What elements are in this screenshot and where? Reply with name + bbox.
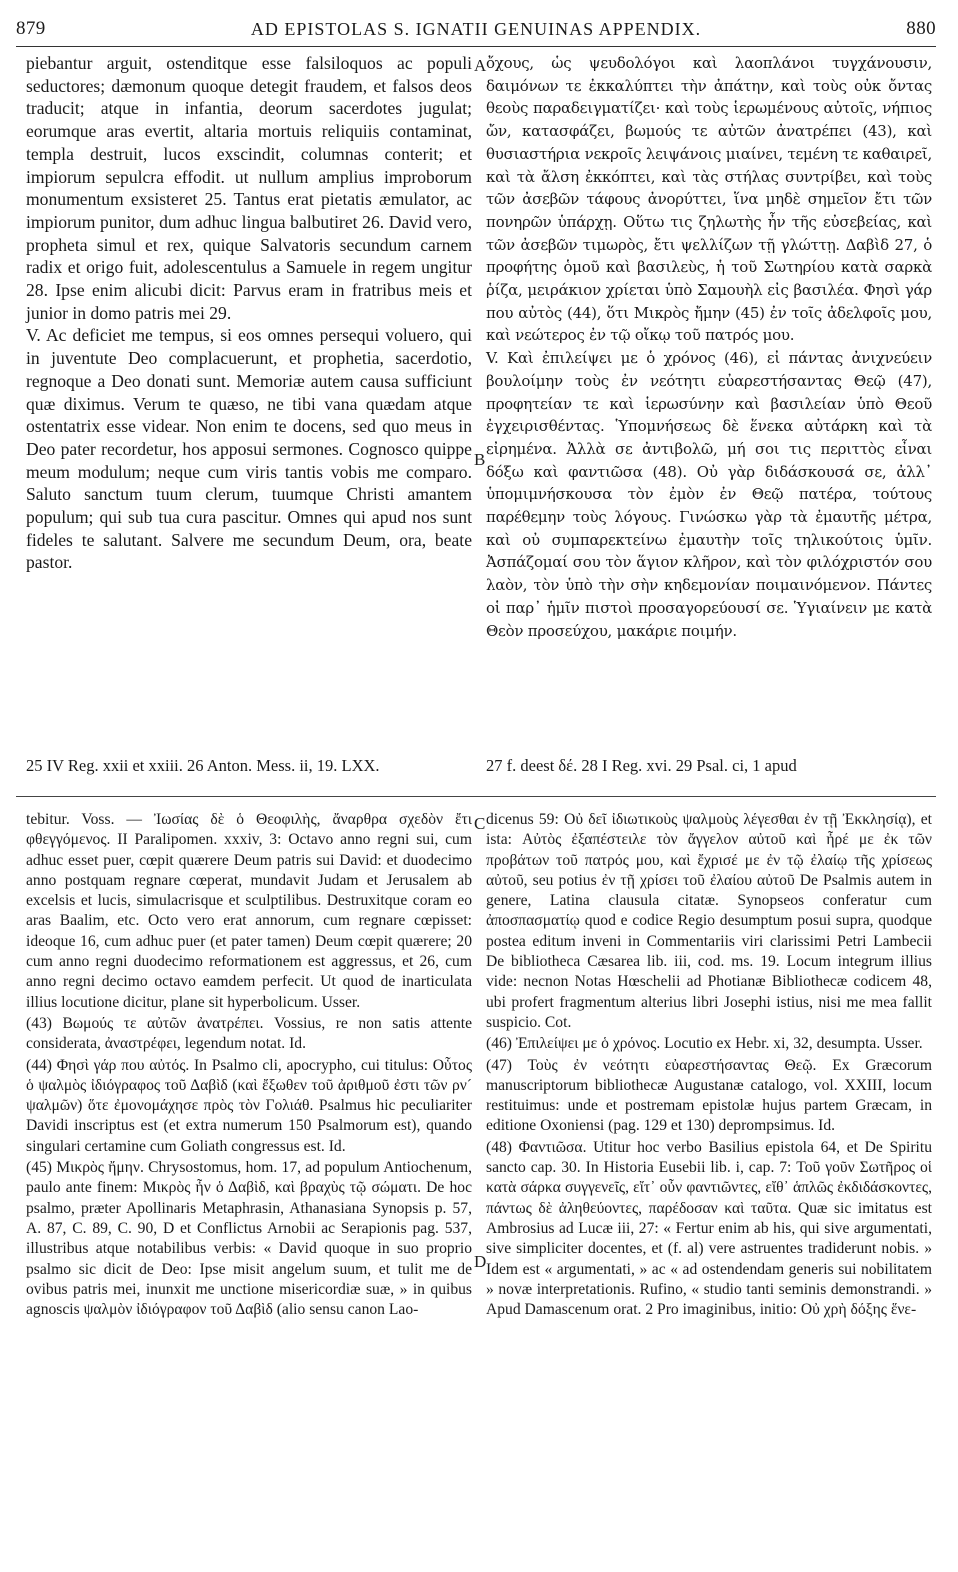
note-paragraph: dicenus 59: Οὐ δεῖ ἰδιωτικοὺς ψαλμοὺς λέγεσθαι ἐν τῇ Ἐκκλησίᾳ), et ista: Αὐτὸς ἐξαπέστειλε τὸν ἄγγελον αὐτοῦ καὶ ἦρέ με ἐκ τῶν προβάτων τοῦ πατρός μου, καὶ ἔχρισέ με ἐν τῷ ἐλαίῳ τῆς χρίσεως αὐτοῦ, seu potius ἐν τῇ χρίσει τοῦ ἐλαίου αὐτοῦ De Psalmis autem in genere, Latina clausula citatæ. Synopseos conferatur cum ἀποσπασματίῳ quod e codice Regio desumptum posui supra, quodque postea editum inveni in Commentariis viri clarissimi Petri Lambecii De bibliotheca Cæsarea lib. iii, cod. ms. 19. Locum integrum illius vide: necnon Notas Hœschelii ad Photianæ Bibliothecæ codicem 48, ubi profert fragmentum alterius libri Josephi istius, nisi me mea fallit suspicio. Cot. (486, 811, 932, 1031)
section-marker-b: B (474, 450, 486, 469)
notes-left-column (26, 810, 472, 1320)
notes-separator (16, 796, 936, 797)
running-title: AD EPISTOLAS S. IGNATII GENUINAS APPENDIX. (250, 18, 702, 39)
header-rule (16, 46, 936, 47)
page-number-left: 879 (16, 18, 46, 39)
section-marker-c: C (474, 814, 486, 833)
running-header (16, 14, 936, 44)
page-number-right: 880 (906, 18, 936, 39)
note-paragraph: (44) Φησὶ γάρ που αὐτός. In Psalmo cli, apocrypho, cui titulus: Οὗτος ὁ ψαλμὸς ἰδιόγραφος τοῦ Δαβὶδ (καὶ ἔξωθεν τοῦ ἀριθμοῦ ἐστι τῶν ρν´ ψαλμῶν) ὅτε ἐμονομάχησε πρὸς τὸν Γολιάθ. Psalmus hic peculiariter Davidi inscriptus est (et extra numerum 150 Psalmorum est), quando singulari certamine cum Goliath congressus est. Id. (26, 1056, 472, 1155)
latin-paragraph-1: piebantur arguit, ostenditque esse falsiloquos ac populi seductores; dæmonum quoque detegit fraudem, et falsos deos traducit; atque in infantia, deorum sacerdotes jugulat; eorumque aras evertit, altaria mortuis reliquiis contaminat, templa destruit, lucos exscindit, columnas conterit; et impiorum sepulcra effodit. ut nullum amplius improborum monumentum exsisteret 25. Tantus erat pietatis æmulator, ac impiorum punitor, dum adhuc lingua balbutiret 26. David vero, propheta simul et rex, quique Salvatoris secundum carnem radix et origo fuit, adolescentulus a Samuele in regem ungitur 28. Ipse enim alicubi dicit: Parvus eram in fratribus meis et junior in domo patris mei 29. (26, 53, 472, 323)
note-paragraph: tebitur. Voss. — Ἰωσίας δὲ ὁ Θεοφιλὴς, ἄναρθρα σχεδὸν ἔτι φθεγγόμενος. II Paralipomen. xxxiv, 3: Octavo anno regni sui, cum adhuc esset puer, cœpit quærere Deum patris sui David: et duodecimo anno postquam regnare cœperat, mundavit Judam et Jerusalem ab excelsis et lucis, simulacrisque et sculptilibus. Destruxitque coram eo aras Baalim, etc. Octo vero erat annorum, cum regnare cœpisset: ideoque 16, cum adhuc puer (et pater tamen) Deum cœpit quærere; 20 cum anno regni duodecimo reformationem est aggressus, et 26, cum anno regni decimo octavo eamdem perfecit. Ut quod de inarticulata illius locutione dicitur, plane sit hyperbolicum. Usser. (26, 811, 472, 1011)
greek-paragraph-2: V. Καὶ ἐπιλείψει με ὁ χρόνος (46), εἰ πάντας ἀνιχνεύειν βουλοίμην τοὺς ἐν νεότητι εὐαρεστήσαντας Θεῷ (47), προφητείαν τε καὶ ἱερωσύνην καὶ βασιλείαν ὑπὸ Θεοῦ ἐγχειρισθέντας. Ὑπομνήσεως δὲ ἕνεκα αὐτάρκη καὶ τὰ εἰρημένα. Ἀλλὰ σε ἀντιβολῶ, μή σοι τις περιττὸς εἶναι δόξω καὶ φαντιῶσα (48). Οὐ γὰρ διδάσκουσά σε, ἀλλ᾽ ὑπομιμνήσκουσα τὸν ἐμὸν ἐν Θεῷ πατέρα, τούτους παρέθεμην τοὺς λόγους. Γινώσκω γὰρ τὰ ἐμαυτῆς μέτρα, καὶ οὐ συμπαρεκτείνω ἐμαυτὴν τοῖς τηλικούτοις ὑμῖν. Ἀσπάζομαί σου τὸν ἅγιον κλῆρον, καὶ τὸν φιλόχριστόν σου λαὸν, τὸν ὑπὸ τὴν σὴν κηδεμονίαν ποιμαινόμενον. Πάντες οἱ παρ᾽ ἡμῖν πιστοὶ προσαγορεύουσί σε. Ὑγιαίνειν με κατὰ Θεὸν προσεύχου, μακάριε ποιμήν. (486, 349, 932, 640)
greek-paragraph-1: ὄχους, ὡς ψευδολόγοι καὶ λαοπλάνοι τυγχάνουσιν, δαιμόνων τε ἐκκαλύπτει τὴν ἀπάτην, καὶ τοὺς οὐκ ὄντας θεοὺς παραδειγματίζει· καὶ τοὺς ἱερωμένους αὐτοῖς, νήπιος ὤν, κατασφάζει, βωμούς τε αὐτῶν ἀνατρέπει (43), καὶ θυσιαστήρια νεκροῖς λειψάνοις μιαίνει, τεμένη τε καθαιρεῖ, καὶ τὰ ἄλση ἐκκόπτει, καὶ τὰς στήλας συντρίβει, καὶ τοὺς τῶν ἀσεβῶν τάφους ἀνορύττει, ἵνα μηδὲ σημεῖον ἔτι τῶν πονηρῶν ὑπάρχῃ. Οὕτω τις ζηλωτὴς ἦν τῆς εὐσεβείας, καὶ τῶν ἀσεβῶν τιμωρὸς, ἔτι ψελλίζων τῇ γλώττῃ. Δαβὶδ 27, ὁ προφήτης ὁμοῦ καὶ βασιλεὺς, ἡ τοῦ Σωτηρίου κατὰ σαρκὰ ῥίζα, μειράκιον χρίεται ὑπὸ Σαμουὴλ εἰς βασιλέα. Φησὶ γάρ που αὐτὸς (44), ὅτι Μικρὸς ἤμην (45) ἐν τοῖς ἀδελφοῖς μου, καὶ νεώτερος ἐν τῷ οἴκῳ τοῦ πατρός μου. (486, 54, 932, 345)
note-paragraph: (46) Ἐπιλείψει με ὁ χρόνος. Locutio ex Hebr. xi, 32, desumpta. Usser. (486, 1035, 923, 1053)
note-paragraph: (43) Βωμούς τε αὐτῶν ἀνατρέπει. Vossius, re non satis attente considerata, ἀναστρέφει, legendum notat. Id. (26, 1014, 472, 1053)
footnotes-right: 27 f. deest δέ. 28 I Reg. xvi. 29 Psal. ci, 1 apud (486, 756, 797, 775)
note-paragraph: (48) Φαντιῶσα. Utitur hoc verbo Basilius epistola 64, et De Spiritu sancto cap. 30. In Historia Eusebii lib. i, cap. 7: Τοῦ γοῦν Σωτῆρος οἱ κατὰ σάρκα συγγενεῖς, εἴτ᾽ οὖν φαντιῶντες, εἴθ᾽ ἁπλῶς ἐκδιδάσκοντες, πάντως δὲ ἀληθεύοντες, παρέδοσαν καὶ ταῦτα. Quæ sic imitatus est Ambrosius ad Lucæ iii, 27: « Fertur enim ab his, qui sive argumentati, sive simpliciter docentes, et (f. al) vere astruentes tradiderunt nobis. » Idem est « argumentati, » ac « ad ostendendam generis sui nobilitatem » novæ interpretationis. Rufino, « studio tanti seminis demonstrandi. » Apud Damascenum orat. 2 Pro imaginibus, initio: Οὐ χρὴ δόξης ἕνε- (486, 1138, 932, 1319)
latin-column (26, 52, 472, 574)
note-paragraph: (45) Μικρὸς ἤμην. Chrysostomus, hom. 17, ad populum Antiochenum, paulo ante finem: Μικρὸς ἦν ὁ Δαβὶδ, καὶ βραχὺς τῷ σώματι. De hoc psalmo, præter Apollinaris Metaphrasin, Athanasiana Synopsis p. 57, A. 87, C. 89, C. 90, D et Conflictus Arnobii ac Serapionis pag. 537, illustribus atque notabilibus verbis: « David quoque in suo proprio psalmo sic dicit de Deo: Ipse misit angelum suum, et tulit me de ovibus patris mei, inunxit me unctione misericordiæ suæ, » in quibus agnoscis ψαλμὸν ἰδιόγραφον τοῦ Δαβὶδ (alio sensu canon Lao- (26, 1159, 472, 1319)
latin-paragraph-2: V. Ac deficiet me tempus, si eos omnes persequi voluero, qui in juventute Deo complacuerunt, et prophetia, sacerdotio, regnoque a Deo donati sunt. Memoriæ autem causa sufficiunt quæ diximus. Verum te quæso, ne tibi vana quædam atque ostentatrix esse videar. Non enim te docens, sed quo meus in Deo pater recordetur, hos apposui sermones. Cognosco quippe meum modulum; neque cum viris tantis vobis me comparo. Saluto sanctum tuum clerum, tuumque Christi amantem populum; qui sub tua cura pascitur. Omnes qui apud nos sunt fideles te salutant. Salvere me secundum Deum, ora, beate pastor. (26, 325, 472, 573)
section-marker-a: A (474, 56, 487, 75)
notes-right-column (486, 810, 932, 1320)
greek-column (486, 52, 932, 642)
note-paragraph: (47) Τοὺς ἐν νεότητι εὐαρεστήσαντας Θεῷ. Ex Græcorum manuscriptorum bibliothecæ Augustanæ catalogo, vol. XXIII, locum restituimus: unde et postremam epistolæ hujus partem Græcam, in editione Oxoniensi (pag. 129 et 130) deprompsimus. Id. (486, 1056, 932, 1135)
footnotes-left: 25 IV Reg. xxii et xxiii. 26 Anton. Mess. ii, 19. LXX. (26, 756, 380, 775)
section-marker-d: D (474, 1252, 487, 1271)
